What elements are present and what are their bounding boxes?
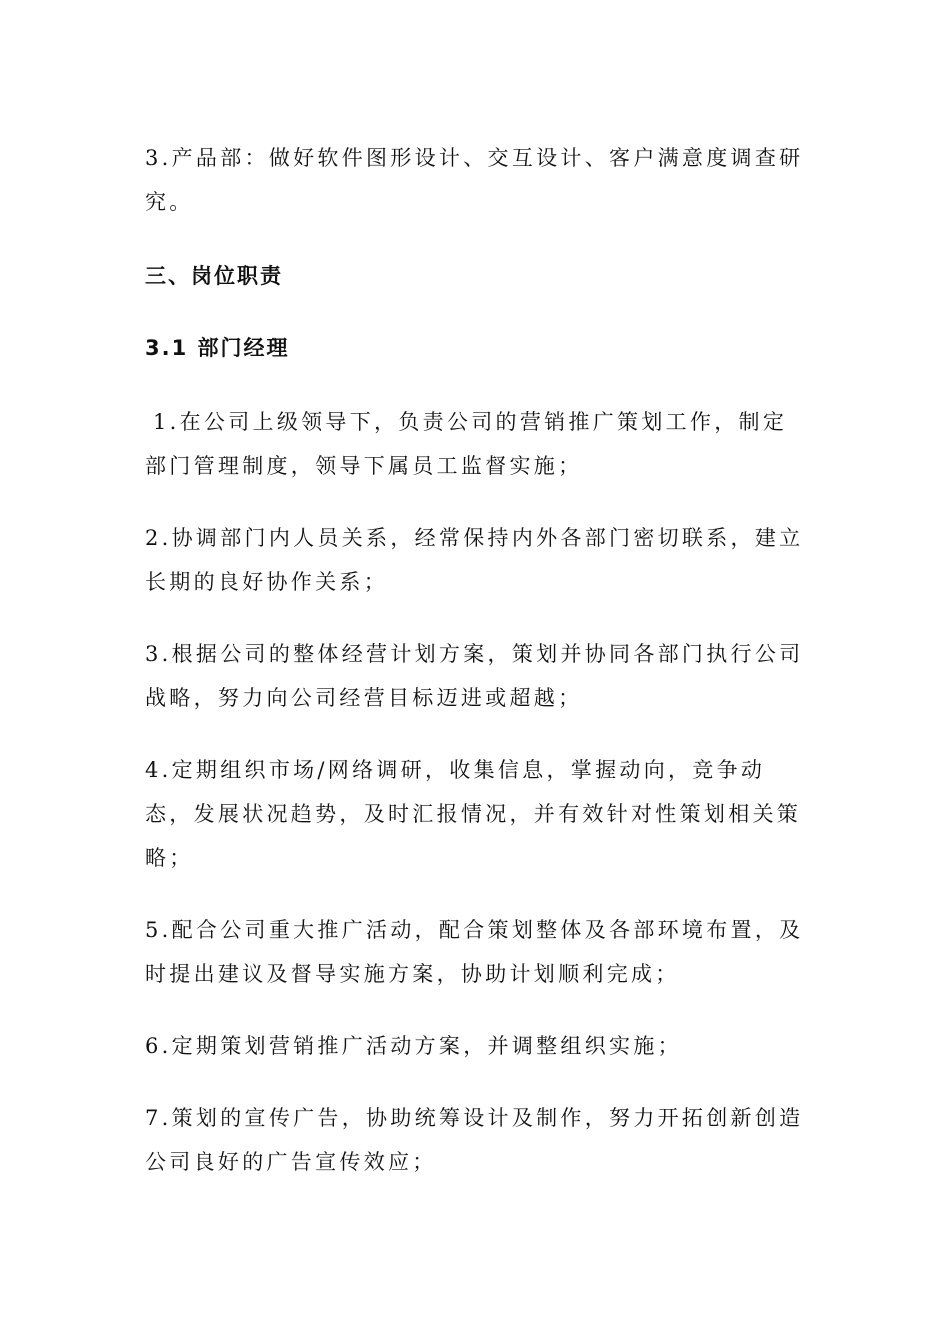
intro-paragraph: 3.产品部：做好软件图形设计、交互设计、客户满意度调查研究。 [145,146,804,214]
list-item: 6.定期策划营销推广活动方案，并调整组织实施； [145,1034,682,1058]
list-item: 5.配合公司重大推广活动，配合策划整体及各部环境布置，及时提出建议及督导实施方案，协助计划顺利完成； [145,918,804,986]
list-item: 3.根据公司的整体经营计划方案，策划并协同各部门执行公司战略，努力向公司经营目标迈进或超越； [145,642,804,710]
duty-list [145,400,810,1184]
list-item: 4.定期组织市场/网络调研，收集信息，掌握动向，竞争动态，发展状况趋势，及时汇报情况，并有效针对性策划相关策略； [145,758,802,870]
section-heading: 三、岗位职责 [145,264,283,288]
document-body [145,136,810,1184]
list-item: 1.在公司上级领导下，负责公司的营销推广策划工作，制定部门管理制度，领导下属员工监督实施； [145,410,788,478]
subsection-heading: 3.1 部门经理 [145,336,290,360]
list-item: 7.策划的宣传广告，协助统筹设计及制作，努力开拓创新创造公司良好的广告宣传效应； [145,1106,804,1174]
list-item: 2.协调部门内人员关系，经常保持内外各部门密切联系，建立长期的良好协作关系； [145,526,804,594]
